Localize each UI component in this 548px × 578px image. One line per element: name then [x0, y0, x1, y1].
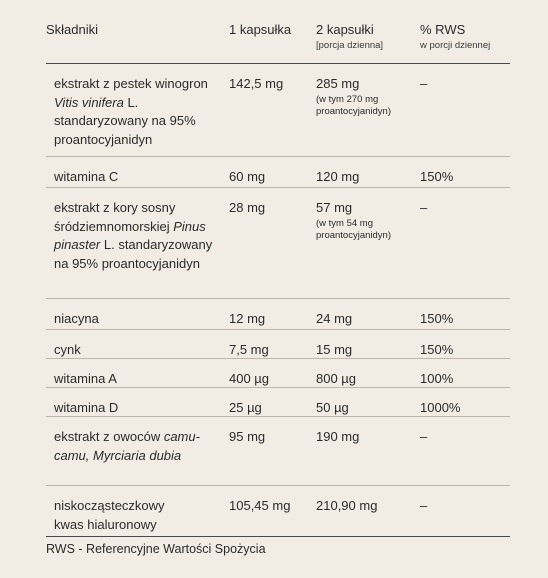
table-row: [46, 486, 510, 537]
rws-value: 150%: [420, 169, 454, 184]
rws-value: –: [420, 498, 428, 513]
header-two-capsules-label: 2 kapsułki: [316, 22, 374, 37]
table-row: [46, 299, 510, 330]
table-row: [46, 330, 510, 359]
table-row: [46, 417, 510, 486]
rws-value: 150%: [420, 342, 454, 357]
ingredient-name-suffix: L. standaryzowany na 95% proantocyjanidyn: [54, 94, 196, 147]
ingredient-name: niskocząsteczkowy kwas hialuronowy: [54, 498, 165, 532]
ingredient-latin-name: camu-camu, Myrciaria dubia: [54, 429, 200, 463]
footnote: [46, 541, 266, 557]
one-capsule-value: 95 mg: [229, 429, 266, 444]
footnote-separator: -: [74, 542, 87, 556]
table-row: [46, 64, 510, 157]
header-two-capsules: [316, 22, 383, 52]
ingredient-name-text: ekstrakt z kory sosny śródziemnomorskiej: [54, 200, 176, 234]
rws-value: 100%: [420, 371, 454, 386]
two-capsules-amount: 285 mg: [316, 76, 360, 91]
ingredient-name: witamina C: [54, 169, 119, 184]
table-row: [46, 188, 510, 299]
table-row: [46, 359, 510, 388]
ingredient-name: [54, 199, 224, 273]
ingredient-name: witamina D: [54, 400, 119, 415]
header-daily-portion: [porcja dzienna]: [316, 40, 384, 51]
rws-value: 1000%: [420, 400, 461, 415]
ingredient-name-text: ekstrakt z owoców: [54, 429, 164, 444]
header-rws: [420, 22, 490, 52]
table-header: [46, 0, 510, 64]
rws-value: 150%: [420, 311, 454, 326]
one-capsule-value: 7,5 mg: [229, 342, 269, 357]
rws-value: –: [420, 200, 428, 215]
two-capsules-note: (w tym 270 mg proantocyjanidyn): [316, 93, 391, 117]
one-capsule-value: 25 µg: [229, 400, 262, 415]
two-capsules-value: [316, 199, 426, 242]
ingredient-name-suffix: L. standaryzowany na 95% proantocyjanidyn: [54, 237, 213, 271]
one-capsule-value: 60 mg: [229, 169, 266, 184]
ingredient-name: niacyna: [54, 311, 99, 326]
one-capsule-value: 105,45 mg: [229, 498, 291, 513]
two-capsules-value: 210,90 mg: [316, 498, 378, 513]
rws-value: –: [420, 76, 428, 91]
table-row: [46, 157, 510, 188]
ingredient-name: [54, 75, 224, 149]
two-capsules-value: 120 mg: [316, 169, 360, 184]
header-one-capsule: 1 kapsułka: [229, 22, 292, 37]
ingredient-latin-name: Vitis vinifera: [54, 94, 124, 110]
ingredients-table: [46, 0, 510, 537]
two-capsules-note: (w tym 54 mg proantocyjanidyn): [316, 217, 391, 241]
ingredient-name: [54, 428, 204, 465]
ingredient-name: cynk: [54, 342, 81, 357]
two-capsules-amount: 57 mg: [316, 200, 353, 215]
one-capsule-value: 12 mg: [229, 311, 266, 326]
ingredient-name-text: ekstrakt z pestek winogron: [54, 76, 208, 91]
two-capsules-value: 15 mg: [316, 342, 353, 357]
one-capsule-value: 400 µg: [229, 371, 270, 386]
rws-value: –: [420, 429, 428, 444]
two-capsules-value: 50 µg: [316, 400, 349, 415]
ingredient-name: witamina A: [54, 371, 117, 386]
two-capsules-value: 800 µg: [316, 371, 357, 386]
two-capsules-value: 24 mg: [316, 311, 353, 326]
one-capsule-value: 28 mg: [229, 200, 266, 215]
header-rws-sub: w porcji dziennej: [420, 40, 491, 51]
table-row: [46, 388, 510, 417]
two-capsules-value: 190 mg: [316, 429, 360, 444]
footnote-text: Referencyjne Wartości Spożycia: [86, 542, 266, 556]
header-rws-label: % RWS: [420, 22, 466, 37]
ingredient-latin-name: Pinus pinaster: [54, 218, 206, 252]
one-capsule-value: 142,5 mg: [229, 76, 284, 91]
two-capsules-value: [316, 75, 426, 118]
header-ingredients: Składniki: [46, 22, 99, 37]
footnote-abbr: RWS: [46, 542, 75, 556]
